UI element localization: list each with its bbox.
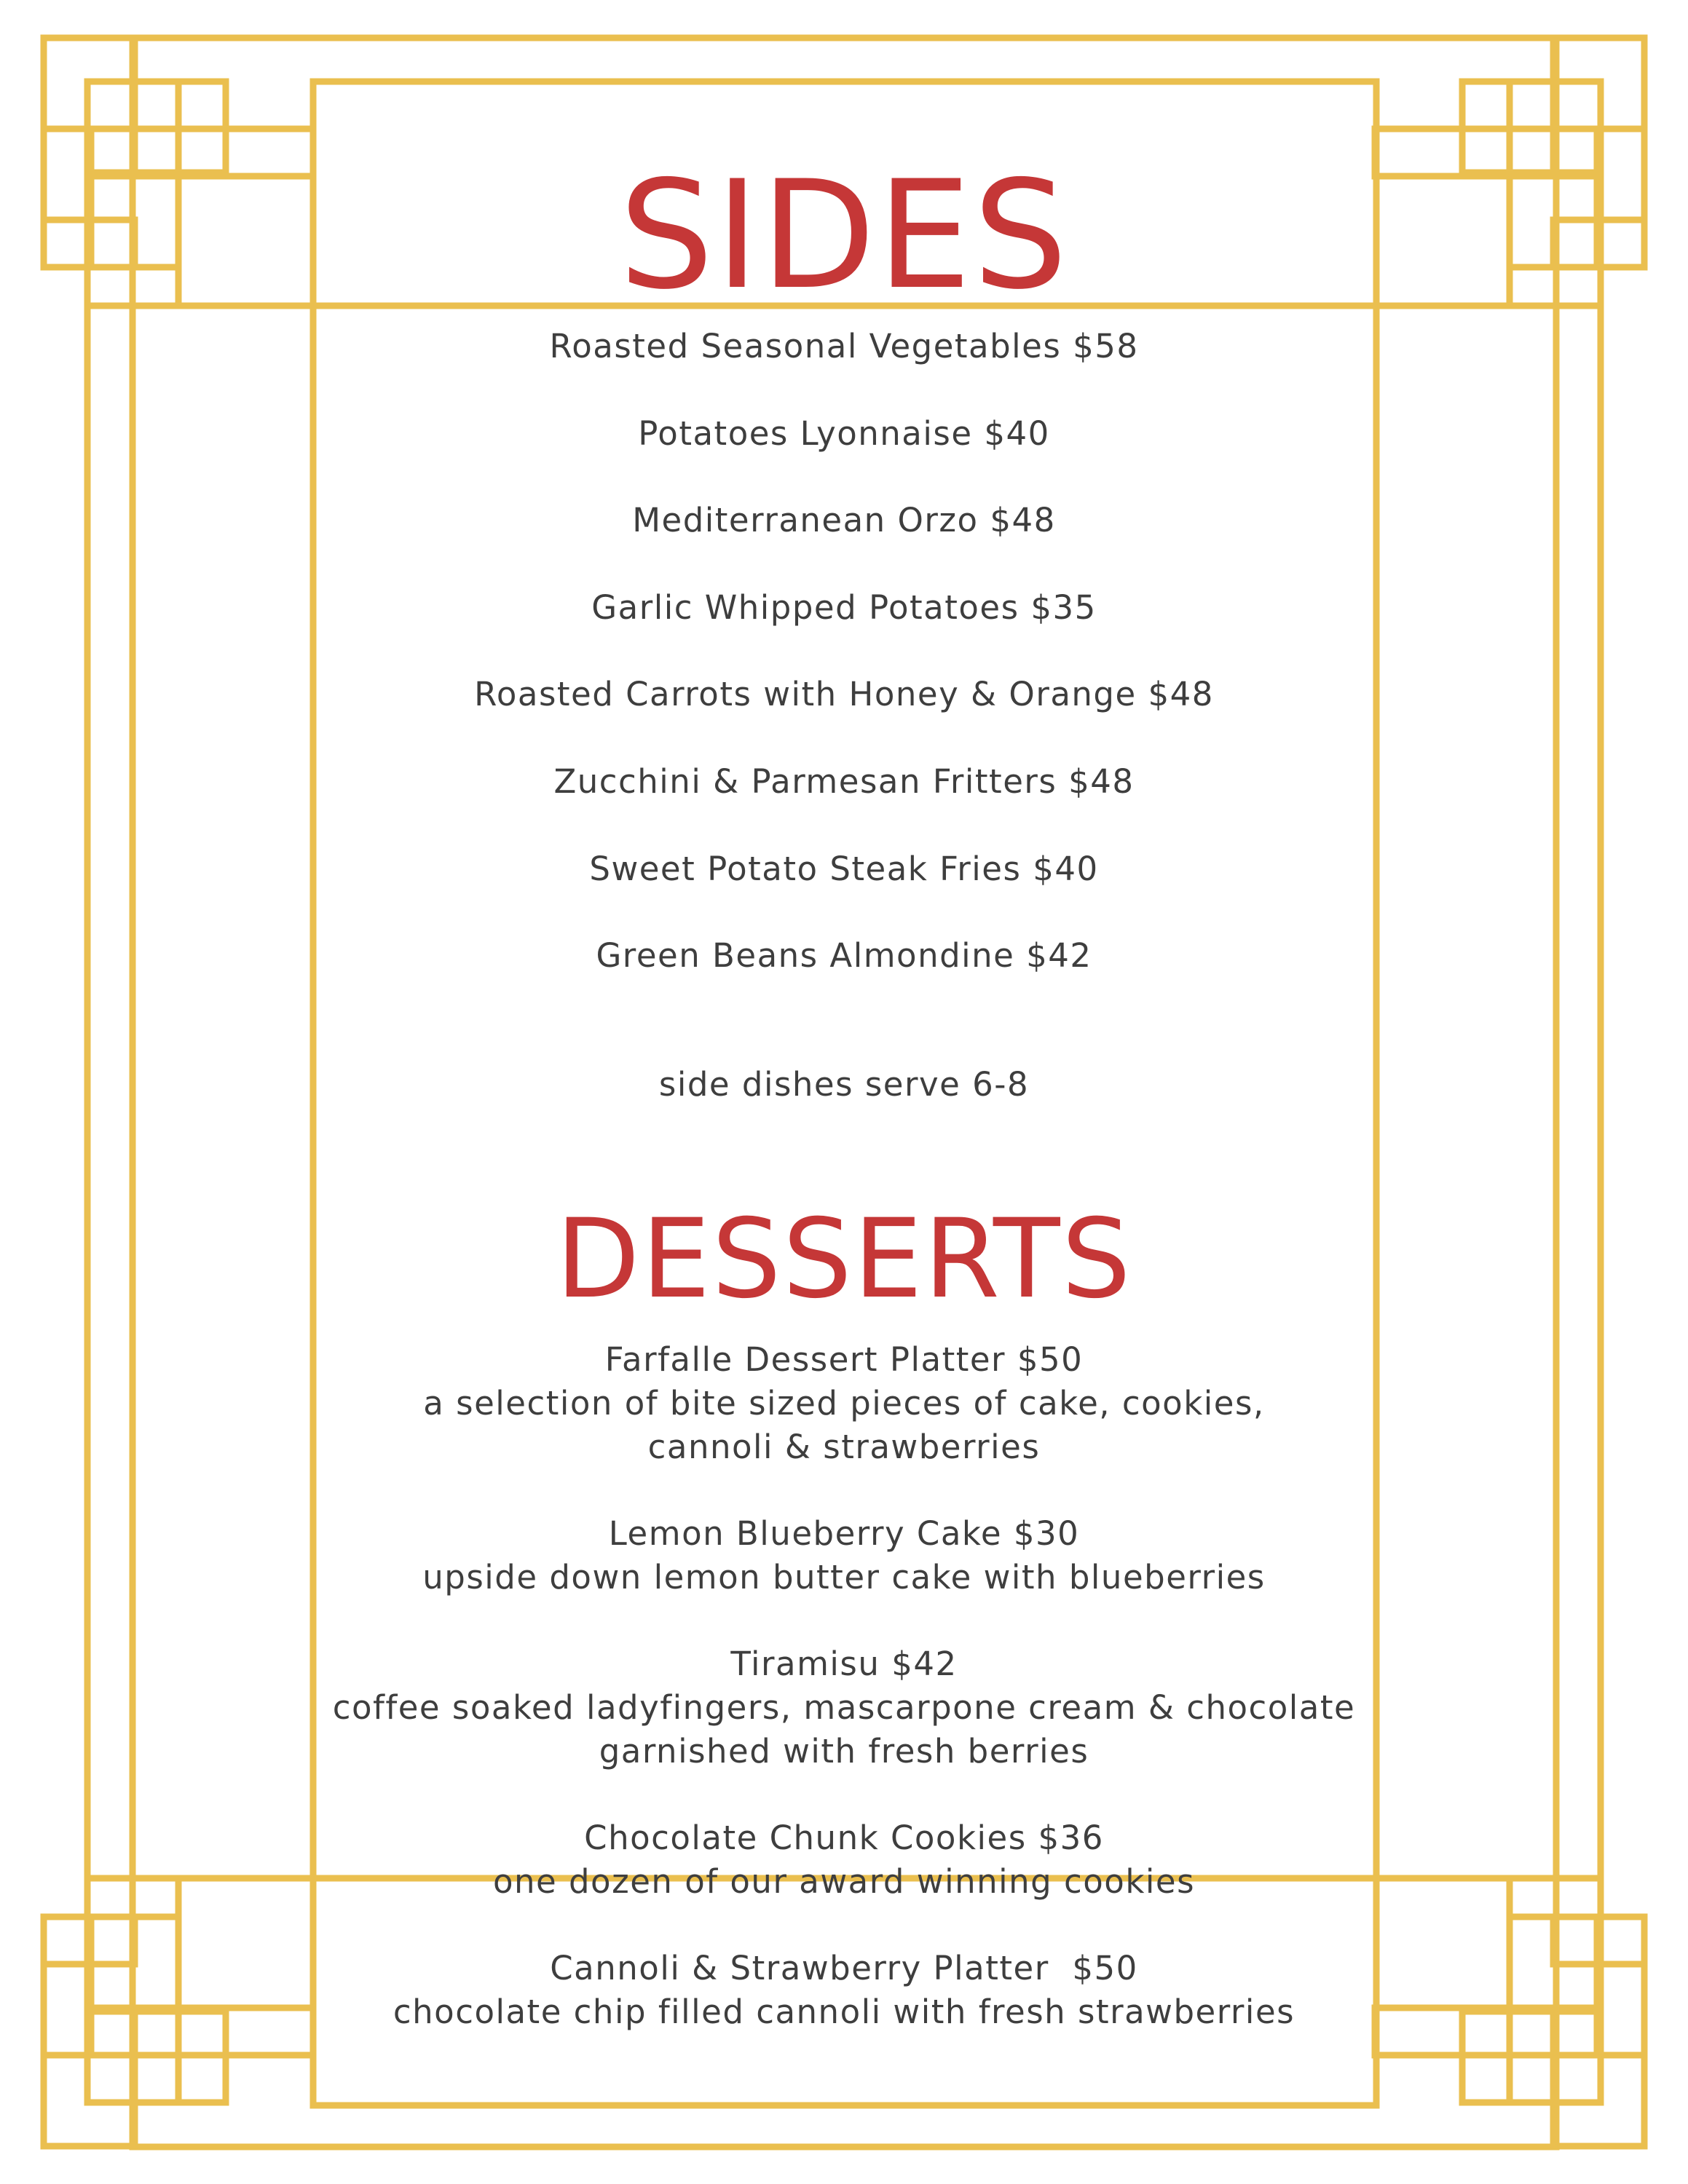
dessert-name: Lemon Blueberry Cake $30 — [608, 1514, 1080, 1553]
dessert-description: one dozen of our award winning cookies — [492, 1862, 1196, 1901]
dessert-item — [0, 1816, 1688, 1904]
desserts-heading: DESSERTS — [556, 1196, 1132, 1323]
side-item: Green Beans Almondine $42 — [596, 936, 1092, 976]
dessert-item — [0, 1642, 1688, 1773]
dessert-item — [0, 1947, 1688, 2034]
dessert-description: garnished with fresh berries — [599, 1732, 1089, 1770]
dessert-description: coffee soaked ladyfingers, mascarpone cream & chocolate — [332, 1688, 1356, 1727]
dessert-name: Tiramisu $42 — [730, 1645, 958, 1683]
side-item: Zucchini & Parmesan Fritters $48 — [553, 761, 1135, 801]
side-item: Roasted Carrots with Honey & Orange $48 — [474, 675, 1214, 714]
side-item: Garlic Whipped Potatoes $35 — [591, 587, 1097, 627]
desserts-list — [0, 1338, 1688, 2077]
dessert-name: Chocolate Chunk Cookies $36 — [584, 1819, 1104, 1857]
side-item: Potatoes Lyonnaise $40 — [638, 414, 1050, 453]
dessert-item — [0, 1338, 1688, 1469]
dessert-name: Farfalle Dessert Platter $50 — [604, 1340, 1084, 1379]
dessert-name: Cannoli & Strawberry Platter $50 — [550, 1949, 1138, 1987]
dessert-description: cannoli & strawberries — [647, 1428, 1041, 1466]
sides-serving-note: side dishes serve 6-8 — [658, 1065, 1030, 1104]
dessert-description: a selection of bite sized pieces of cake, cookies, — [423, 1384, 1265, 1423]
sides-list — [0, 326, 1688, 1023]
dessert-description: chocolate chip filled cannoli with fresh strawberries — [393, 1993, 1295, 2031]
dessert-description: upside down lemon butter cake with blueberries — [422, 1558, 1266, 1597]
side-item: Mediterranean Orzo $48 — [632, 501, 1056, 540]
sides-heading: SIDES — [618, 149, 1070, 323]
side-item: Sweet Potato Steak Fries $40 — [589, 849, 1099, 888]
side-item: Roasted Seasonal Vegetables $58 — [549, 327, 1139, 365]
dessert-item — [0, 1512, 1688, 1599]
